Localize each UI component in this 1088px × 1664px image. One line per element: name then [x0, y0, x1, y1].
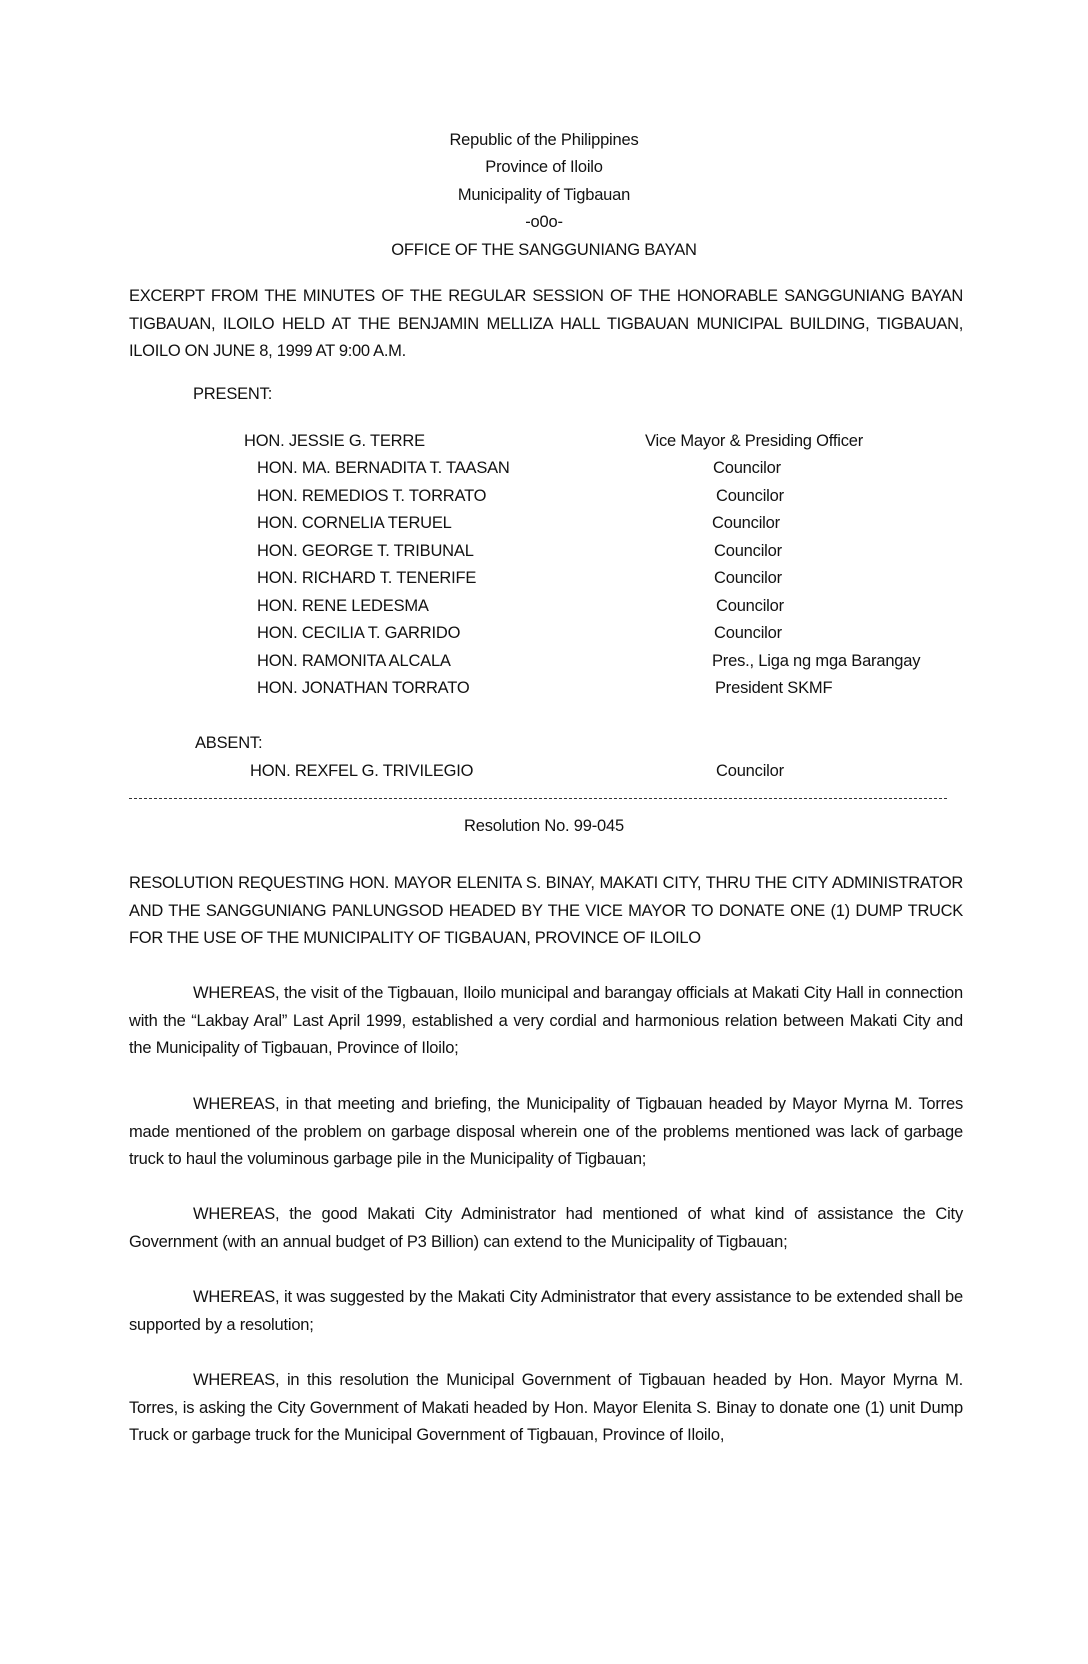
whereas-clause [129, 1091, 963, 1174]
whereas-text: WHEREAS, in this resolution the Municipal Government of Tigbauan headed by Hon. Mayor Myrna M. Torres, is asking the City Government of Makati headed by Hon. Mayor Elenita S. Binay to donate one (1) unit Dump Truck or garbage truck for the Municipal Government of Tigbauan, Province of Iloilo, [129, 1371, 963, 1444]
attendee-position: Councilor [712, 514, 780, 532]
whereas-clause [129, 980, 963, 1063]
attendee-name: HON. JESSIE G. TERRE [244, 432, 425, 450]
attendee-name: HON. RENE LEDESMA [257, 597, 429, 615]
whereas-clause [129, 1201, 963, 1256]
attendee-position: Pres., Liga ng mga Barangay [712, 652, 921, 670]
whereas-clause [129, 1367, 963, 1450]
header-separator: -o0o- [525, 213, 563, 231]
header-municipality: Municipality of Tigbauan [457, 186, 631, 204]
resolution-number: Resolution No. 99-045 [464, 817, 624, 835]
resolution-title: RESOLUTION REQUESTING HON. MAYOR ELENITA S. BINAY, MAKATI CITY, THRU THE CITY ADMINISTRATOR AND THE SANGGUNIANG PANLUNGSOD HEADED BY THE VICE MAYOR TO DONATE ONE (1) DUMP TRUCK FOR THE USE OF THE MUNICIPALITY OF TIGBAUAN, PROVINCE OF ILOILO [129, 874, 963, 947]
attendee-position: Vice Mayor & Presiding Officer [645, 432, 864, 450]
whereas-clause [129, 1284, 963, 1339]
attendee-name: HON. MA. BERNADITA T. TAASAN [257, 459, 510, 477]
header-republic: Republic of the Philippines [449, 131, 639, 149]
attendee-position: Councilor [713, 459, 781, 477]
attendee-name: HON. CORNELIA TERUEL [257, 514, 452, 532]
header-office: OFFICE OF THE SANGGUNIANG BAYAN [391, 241, 697, 259]
attendee-position: Councilor [714, 569, 782, 587]
attendee-name: HON. RICHARD T. TENERIFE [257, 569, 477, 587]
attendee-position: Councilor [716, 597, 784, 615]
attendee-name: HON. JONATHAN TORRATO [257, 679, 470, 697]
whereas-text: WHEREAS, the visit of the Tigbauan, Iloilo municipal and barangay officials at Makati City Hall in connection with the “Lakbay Aral” Last April 1999, established a very cordial and harmonious relation between Makati City and the Municipality of Tigbauan, Province of Iloilo; [129, 984, 963, 1057]
dashed-divider [129, 798, 947, 799]
header-province: Province of Iloilo [485, 158, 603, 176]
whereas-text: WHEREAS, the good Makati City Administrator had mentioned of what kind of assistance the City Government (with an annual budget of P3 Billion) can extend to the Municipality of Tigbauan; [129, 1205, 963, 1251]
attendee-position: Councilor [714, 624, 782, 642]
present-label: PRESENT: [193, 385, 273, 403]
attendee-position: Councilor [716, 487, 784, 505]
attendee-name: HON. REMEDIOS T. TORRATO [257, 487, 487, 505]
absent-label: ABSENT: [195, 734, 263, 752]
attendee-position: Councilor [714, 542, 782, 560]
attendee-name: HON. CECILIA T. GARRIDO [257, 624, 461, 642]
whereas-text: WHEREAS, in that meeting and briefing, the Municipality of Tigbauan headed by Mayor Myrna M. Torres made mentioned of the problem on garbage disposal wherein one of the problems mentioned was lack of garbage truck to haul the voluminous garbage pile in the Municipality of Tigbauan; [129, 1095, 963, 1168]
attendee-position: President SKMF [715, 679, 833, 697]
absentee-name: HON. REXFEL G. TRIVILEGIO [250, 762, 474, 780]
minutes-excerpt: EXCERPT FROM THE MINUTES OF THE REGULAR SESSION OF THE HONORABLE SANGGUNIANG BAYAN TIGBAUAN, ILOILO HELD AT THE BENJAMIN MELLIZA HALL TIGBAUAN MUNICIPAL BUILDING, TIGBAUAN, ILOILO ON JUNE 8, 1999 AT 9:00 A.M. [129, 287, 963, 360]
attendee-name: HON. GEORGE T. TRIBUNAL [257, 542, 474, 560]
attendee-name: HON. RAMONITA ALCALA [257, 652, 451, 670]
whereas-text: WHEREAS, it was suggested by the Makati City Administrator that every assistance to be extended shall be supported by a resolution; [129, 1288, 963, 1334]
absentee-position: Councilor [716, 762, 784, 780]
